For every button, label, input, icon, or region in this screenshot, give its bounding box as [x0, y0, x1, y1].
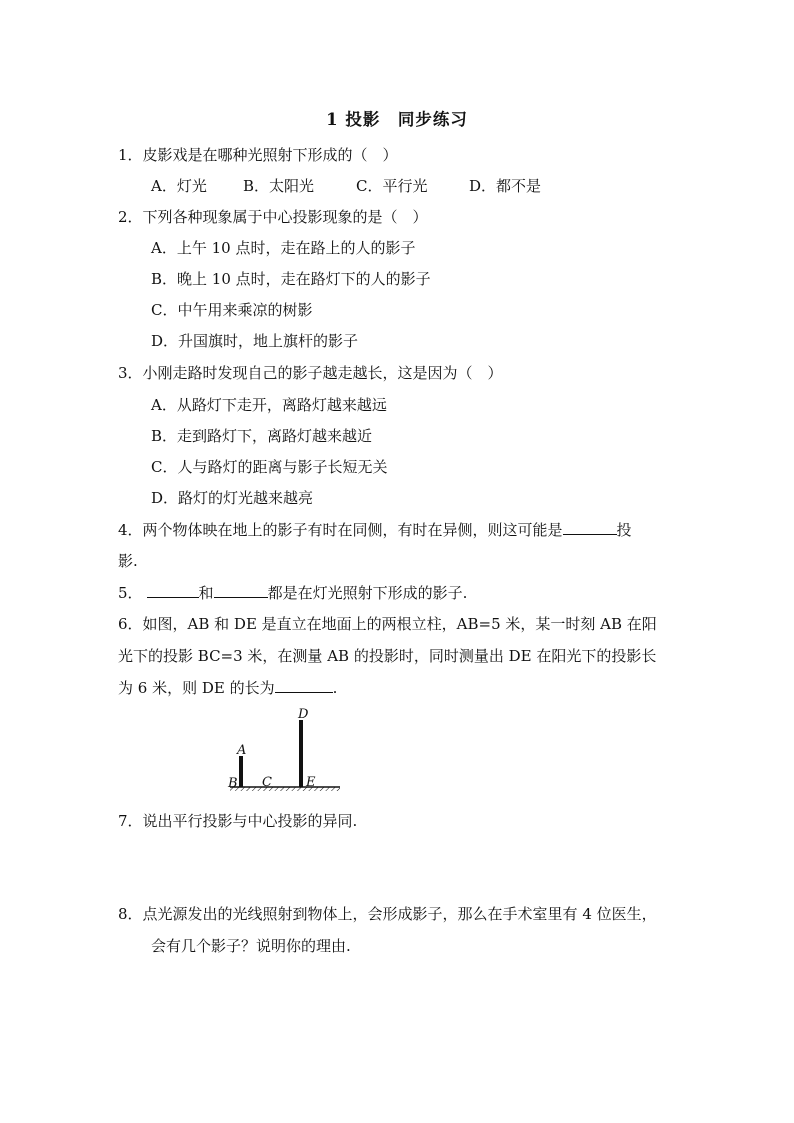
q1-option-b: B．太阳光	[243, 177, 315, 195]
label-b: B	[228, 776, 238, 791]
q5-connector: 和	[198, 584, 214, 602]
question-4-line-2: 影.	[118, 552, 138, 570]
question-8-line-2: 会有几个影子？说明你的理由.	[151, 937, 351, 955]
q5-answer-blank-1	[147, 583, 199, 598]
q3-option-b: B．走到路灯下，离路灯越来越近	[151, 427, 373, 445]
question-6-line-1: 6．如图，AB 和 DE 是直立在地面上的两根立柱，AB=5 米，某一时刻 AB 在阳	[118, 615, 657, 633]
label-a: A	[237, 743, 247, 758]
q3-option-d: D．路灯的灯光越来越亮	[151, 489, 314, 507]
question-4-line-1	[118, 519, 632, 540]
q6-text: 为 6 米，则 DE 的长为	[118, 679, 275, 697]
q5-text: 都是在灯光照射下形成的影子.	[267, 584, 468, 602]
q3-option-a: A．从路灯下走开，离路灯越来越远	[151, 396, 387, 414]
question-6-line-3	[118, 677, 337, 698]
q4-answer-blank	[563, 520, 617, 535]
question-3-stem: 3．小刚走路时发现自己的影子越走越长，这是因为（ ）	[118, 364, 503, 382]
question-7: 7．说出平行投影与中心投影的异同.	[118, 812, 358, 830]
q1-option-c: C．平行光	[356, 177, 428, 195]
label-d: D	[298, 707, 309, 722]
q6-text-end: .	[332, 679, 338, 697]
q4-text-end: 投	[616, 521, 632, 539]
q2-option-c: C．中午用来乘凉的树影	[151, 301, 313, 319]
q4-text: 4．两个物体映在地上的影子有时在同侧，有时在异侧，则这可能是	[118, 521, 563, 539]
q2-option-d: D．升国旗时，地上旗杆的影子	[151, 332, 359, 350]
q3-option-c: C．人与路灯的距离与影子长短无关	[151, 458, 388, 476]
page-title: 1 投影 同步练习	[326, 110, 468, 129]
question-1-options	[151, 175, 541, 196]
q1-option-a: A．灯光	[151, 177, 207, 195]
q5-number: 5．	[118, 584, 143, 602]
q6-figure	[220, 704, 350, 796]
q1-option-d: D．都不是	[469, 177, 542, 195]
q2-option-b: B．晚上 10 点时，走在路灯下的人的影子	[151, 270, 431, 288]
label-c: C	[262, 775, 272, 790]
question-5	[118, 582, 467, 603]
question-8-line-1: 8．点光源发出的光线照射到物体上，会形成影子，那么在手术室里有 4 位医生，	[118, 905, 657, 923]
question-2-stem: 2．下列各种现象属于中心投影现象的是（ ）	[118, 208, 428, 226]
question-6-line-2: 光下的投影 BC=3 米，在测量 AB 的投影时，同时测量出 DE 在阳光下的投影长	[118, 647, 657, 665]
pole-de	[299, 720, 303, 787]
q5-answer-blank-2	[214, 583, 268, 598]
q2-option-a: A．上午 10 点时，走在路上的人的影子	[151, 239, 416, 257]
question-1-stem: 1．皮影戏是在哪种光照射下形成的（ ）	[118, 146, 398, 164]
q6-answer-blank	[275, 678, 333, 693]
label-e: E	[306, 775, 316, 790]
pole-ab	[239, 756, 243, 787]
